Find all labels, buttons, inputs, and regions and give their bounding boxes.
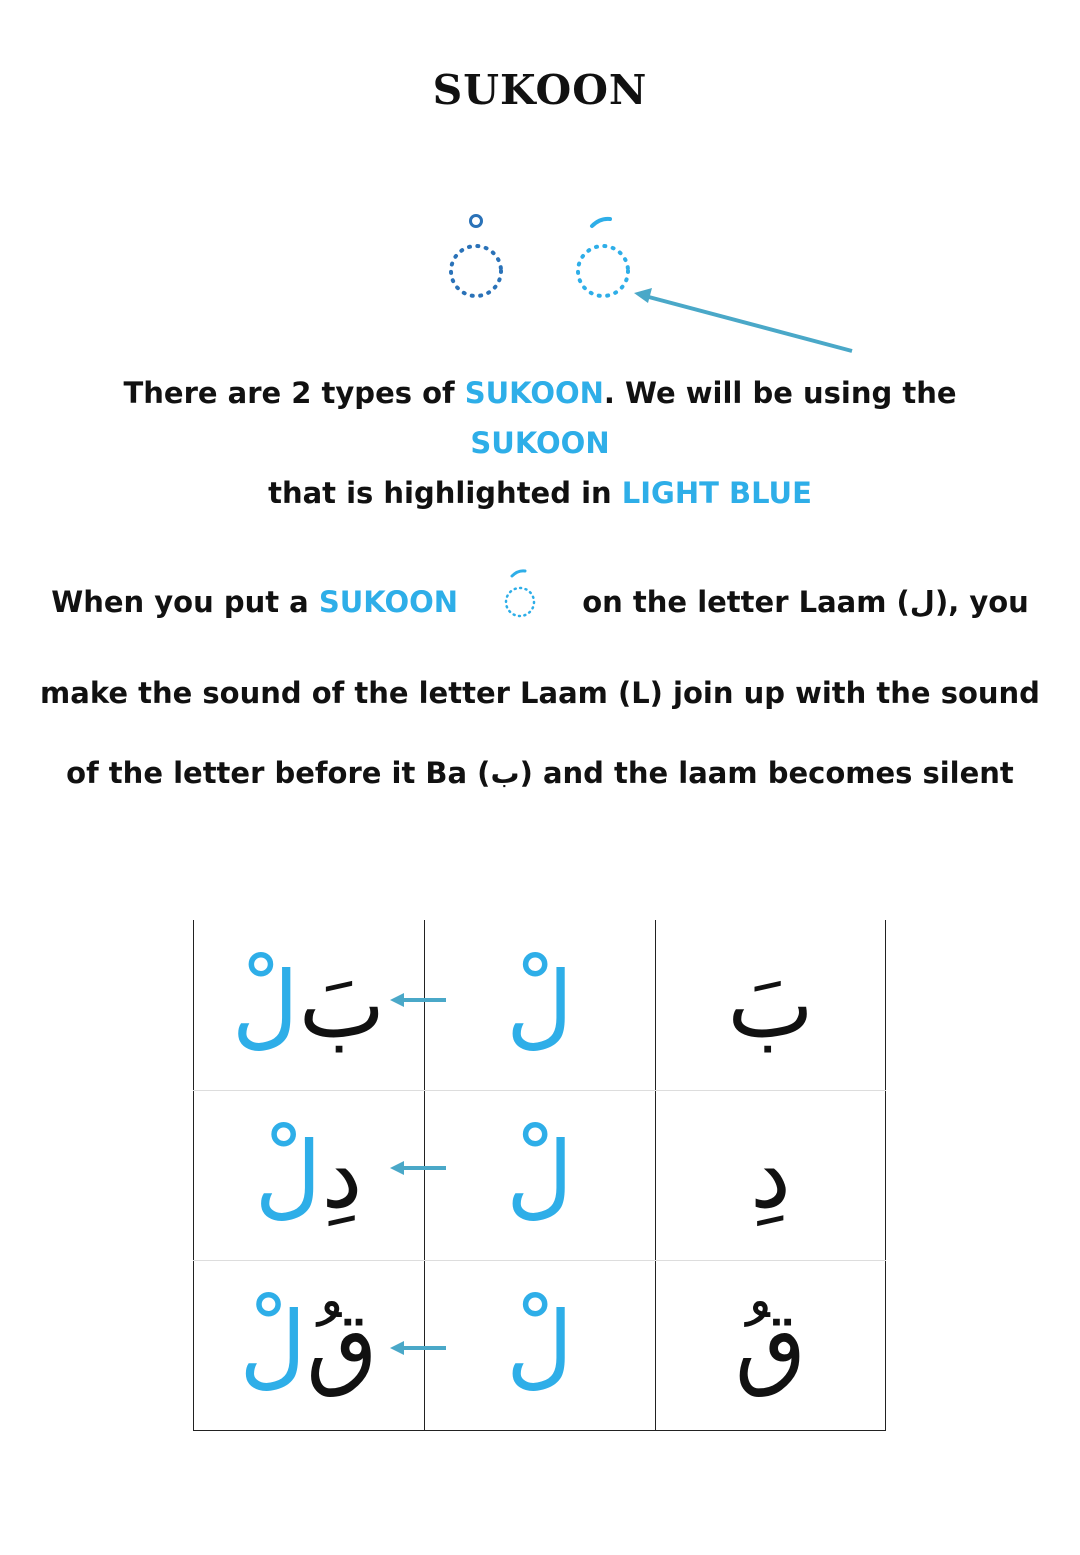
arrow-left-icon — [388, 1338, 448, 1358]
sukoon-types-illustration — [0, 0, 1080, 380]
pointer-arrow-icon — [634, 288, 852, 351]
table-row-2-laam: لْ — [506, 1121, 573, 1229]
table-row-1-letter: بَ — [727, 951, 814, 1059]
letter-table — [193, 920, 886, 1431]
arrow-left-icon — [388, 1158, 448, 1178]
sukoon-icon — [490, 564, 550, 624]
table-row-1-joined: بَ لْ — [231, 951, 386, 1059]
table-row-3-joined: قُ لْ — [239, 1291, 378, 1399]
round-sukoon-icon — [451, 216, 501, 297]
explanation-line-2: make the sound of the letter Laam (L) join up with the sound — [40, 676, 1040, 710]
table-row-2-joined: دِ لْ — [254, 1121, 363, 1229]
table-row-1-laam: لْ — [506, 951, 573, 1059]
explanation-line-1: When you put a SUKOON on the letter Laam (ل), you — [40, 574, 1040, 634]
table-row-2-letter: دِ — [750, 1121, 791, 1229]
arrow-left-icon — [388, 990, 448, 1010]
intro-text: There are 2 types of SUKOON. We will be using the SUKOON that is highlighted in LIGHT BLUE — [123, 376, 957, 510]
explanation-line-3: of the letter before it Ba (ب) and the laam becomes silent — [66, 756, 1014, 790]
page-title: SUKOON — [432, 66, 648, 114]
table-row-3-laam: لْ — [506, 1291, 573, 1399]
light-blue-sukoon-icon — [578, 219, 628, 296]
table-row-3-letter: قُ — [734, 1291, 807, 1399]
